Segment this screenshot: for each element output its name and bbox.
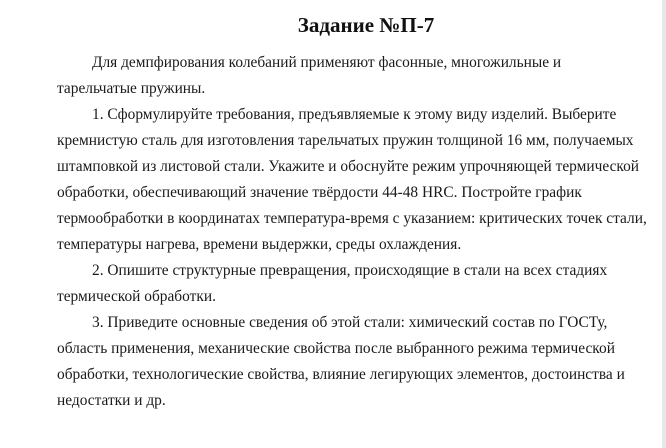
task-3-line-2: область применения, механические свойства после выбранного режима термической (57, 340, 615, 357)
page-title: Задание №П-7 (297, 13, 435, 37)
task-1-line-1: 1. Сформулируйте требования, предъявляемые к этому виду изделий. Выберите (92, 106, 617, 123)
intro-line-1: Для демпфирования колебаний применяют фасонные, многожильные и (92, 54, 562, 71)
task-1-line-4: обработки, обеспечивающий значение твёрдости 44-48 HRC. Постройте график (57, 184, 582, 201)
task-3-line-4: недостатки и др. (57, 392, 166, 409)
task-1-line-2: кремнистую сталь для изготовления тарельчатых пружин толщиной 16 мм, получаемых (57, 132, 634, 149)
task-body (57, 50, 657, 414)
task-2-line-1: 2. Опишите структурные превращения, происходящие в стали на всех стадиях (92, 262, 608, 279)
task-1-line-3: штамповкой из листовой стали. Укажите и обоснуйте режим упрочняющей термической (57, 158, 640, 175)
page-edge (662, 0, 666, 448)
task-3-line-1: 3. Приведите основные сведения об этой стали: химический состав по ГОСТу, (92, 314, 608, 331)
task-3-line-3: обработки, технологические свойства, влияние легирующих элементов, достоинства и (57, 366, 625, 383)
task-1-line-5: термообработки в координатах температура-время с указанием: критических точек стали, (57, 210, 647, 227)
task-1-line-6: температуры нагрева, времени выдержки, среды охлаждения. (57, 236, 462, 253)
intro-line-2: тарельчатые пружины. (57, 80, 206, 97)
task-2-line-2: термической обработки. (57, 288, 216, 305)
